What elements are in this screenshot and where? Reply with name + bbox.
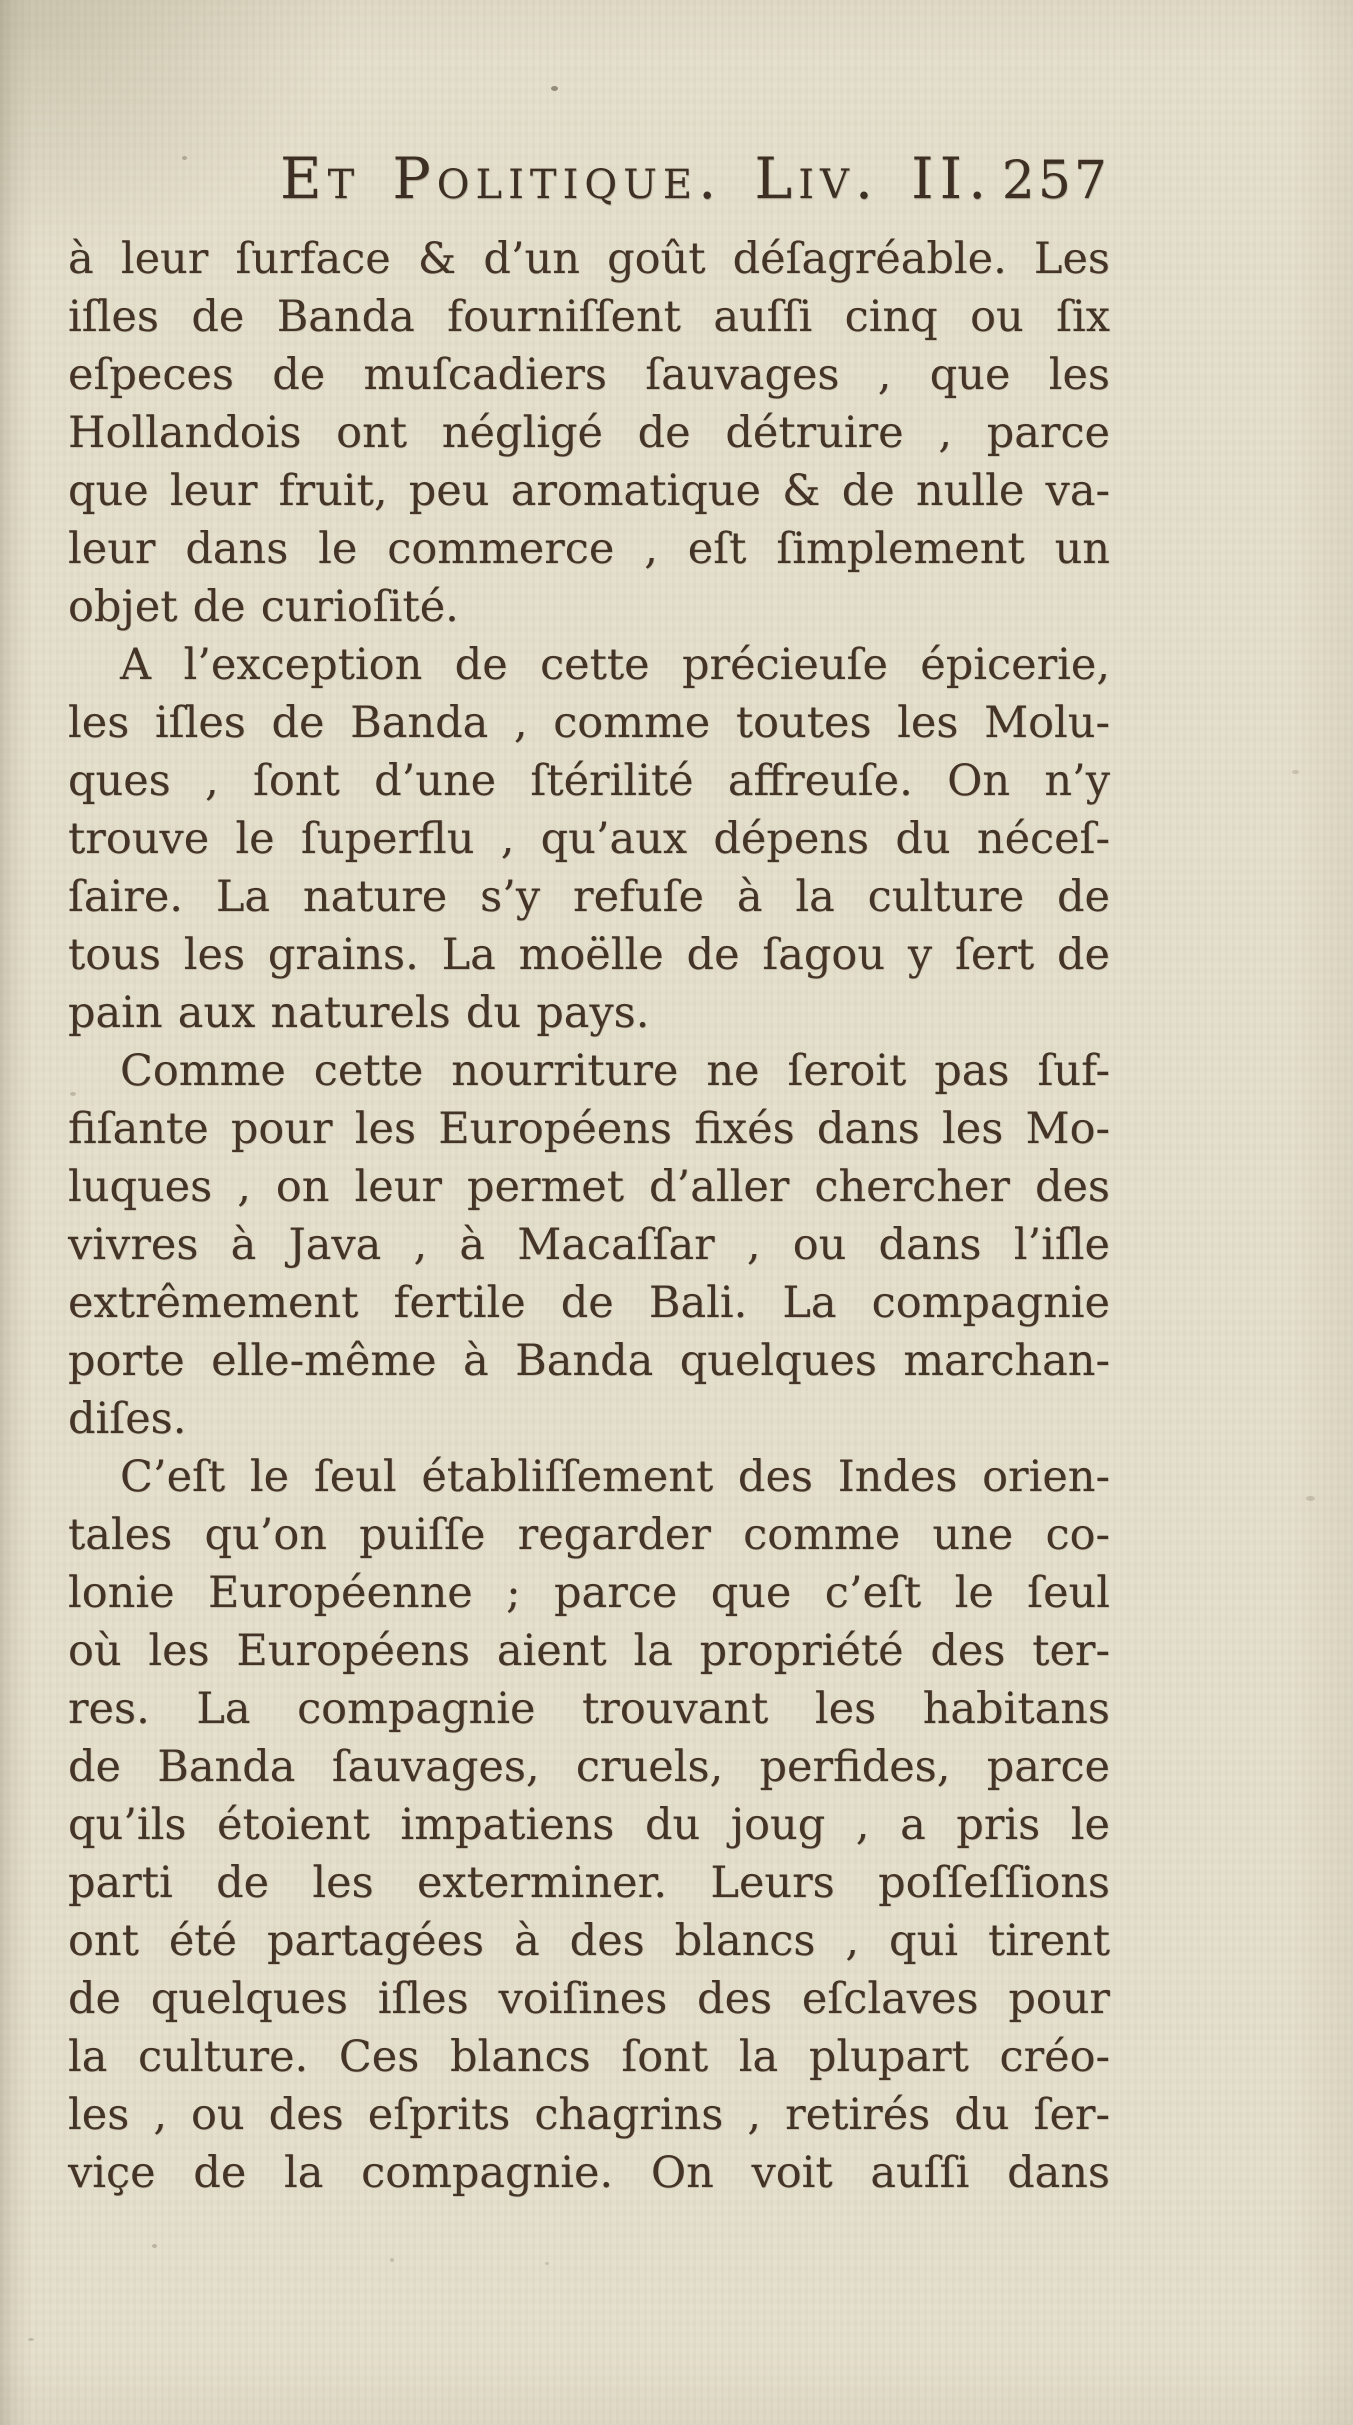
text-line: de Banda ſauvages, cruels, perfides, parce xyxy=(68,1742,1110,1792)
text-line: vivres à Java , à Macaſſar , ou dans l’iſle xyxy=(68,1220,1110,1270)
text-line: trouve le ſuperflu , qu’aux dépens du néceſ- xyxy=(68,814,1110,864)
text-line: A l’exception de cette précieuſe épicerie, xyxy=(120,640,1110,690)
text-line: porte elle-même à Banda quelques marchan- xyxy=(68,1336,1110,1386)
text-line: iſles de Banda fourniſſent auſſi cinq ou ſix xyxy=(68,292,1110,342)
text-line: à leur ſurface & d’un goût déſagréable. Les xyxy=(68,234,1110,284)
text-line: viçe de la compagnie. On voit auſſi dans xyxy=(68,2148,1110,2198)
text-line: les , ou des eſprits chagrins , retirés du ſer- xyxy=(68,2090,1110,2140)
paper-speck xyxy=(1306,1496,1315,1501)
text-line: ſaire. La nature s’y refuſe à la culture de xyxy=(68,872,1110,922)
text-line: Comme cette nourriture ne ſeroit pas ſuf- xyxy=(120,1046,1110,1096)
running-header-title: Et Politique. Liv. II. xyxy=(280,146,993,212)
text-line: extrêmement fertile de Bali. La compagnie xyxy=(68,1278,1110,1328)
paper-speck xyxy=(551,86,558,91)
text-line: luques , on leur permet d’aller chercher des xyxy=(68,1162,1110,1212)
text-line: objet de curioſité. xyxy=(68,582,459,632)
text-line: pain aux naturels du pays. xyxy=(68,988,650,1038)
paper-speck xyxy=(1292,770,1299,774)
text-line: où les Européens aient la propriété des ter- xyxy=(68,1626,1110,1676)
text-line: diſes. xyxy=(68,1394,187,1444)
text-line: que leur fruit, peu aromatique & de nulle va- xyxy=(68,466,1110,516)
paper-speck xyxy=(28,2338,34,2341)
text-line: eſpeces de muſcadiers ſauvages , que les xyxy=(68,350,1110,400)
paper-speck xyxy=(390,2258,394,2262)
text-line: ques , ſont d’une ſtérilité affreuſe. On n’y xyxy=(68,756,1110,806)
text-line: Hollandois ont négligé de détruire , parce xyxy=(68,408,1110,458)
text-line: lonie Européenne ; parce que c’eſt le ſeul xyxy=(68,1568,1110,1618)
running-header xyxy=(68,146,1110,212)
text-line: C’eſt le ſeul établiſſement des Indes orien- xyxy=(120,1452,1110,1502)
text-column xyxy=(68,146,1110,2202)
text-line: de quelques iſles voiſines des eſclaves pour xyxy=(68,1974,1110,2024)
text-line: fiſante pour les Européens fixés dans les Mo- xyxy=(68,1104,1110,1154)
paper-speck xyxy=(152,2244,157,2248)
page-number: 257 xyxy=(1001,151,1110,211)
text-line: leur dans le commerce , eſt ſimplement un xyxy=(68,524,1110,574)
text-line: qu’ils étoient impatiens du joug , a pris le xyxy=(68,1800,1110,1850)
text-line: ont été partagées à des blancs , qui tirent xyxy=(68,1916,1110,1966)
text-line: la culture. Ces blancs ſont la plupart créo- xyxy=(68,2032,1110,2082)
text-line: tales qu’on puiſſe regarder comme une co- xyxy=(68,1510,1110,1560)
text-line: les iſles de Banda , comme toutes les Molu- xyxy=(68,698,1110,748)
text-line: tous les grains. La moëlle de ſagou y ſert de xyxy=(68,930,1110,980)
text-line: parti de les exterminer. Leurs poſſeſſions xyxy=(68,1858,1110,1908)
text-line: res. La compagnie trouvant les habitans xyxy=(68,1684,1110,1734)
paper-speck xyxy=(545,2262,549,2265)
body-text xyxy=(68,230,1110,2202)
